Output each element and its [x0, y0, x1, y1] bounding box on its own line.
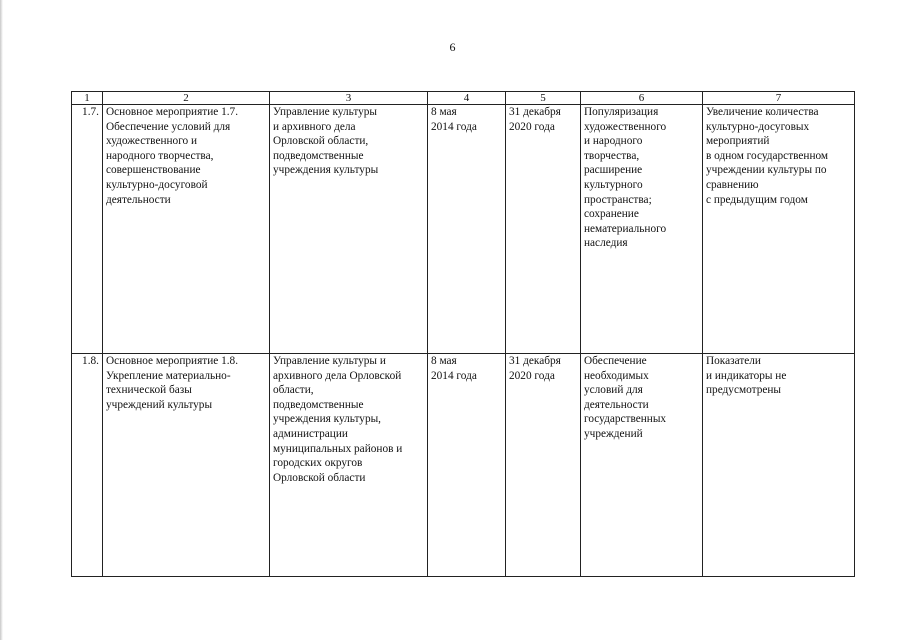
cell-text-line: совершенствование	[106, 164, 201, 177]
cell-text-line: и народного	[584, 135, 643, 148]
cell-text-line: с предыдущим годом	[706, 193, 808, 206]
cell-text-line: Показатели	[706, 355, 761, 367]
cell-text-line: народного творчества,	[106, 149, 214, 162]
cell-text-line: области,	[273, 384, 314, 397]
cell-text-line: государственных	[584, 413, 667, 426]
cell-text-line: Орловской области,	[273, 135, 369, 148]
cell-text-line: учреждений культуры	[106, 398, 213, 411]
cell-text-line: 31 декабря	[509, 106, 561, 118]
cell-text-line: технической базы	[106, 384, 192, 397]
row-number: 1.7.	[72, 105, 103, 354]
header-cell: 6	[581, 92, 703, 105]
cell-text-line: администрации	[273, 427, 348, 440]
cell-text-line: подведомственные	[273, 149, 364, 162]
result-cell	[581, 354, 703, 577]
cell-text-line: учреждения культуры	[273, 164, 379, 177]
cell-text-line: Основное мероприятие 1.8.	[106, 355, 239, 367]
cell-text-line: 2020 года	[509, 369, 555, 382]
executor-cell	[270, 354, 428, 577]
cell-text-line: мероприятий	[706, 135, 770, 148]
header-cell: 7	[703, 92, 855, 105]
indicator-cell	[703, 105, 855, 354]
cell-text-line: учреждения культуры,	[273, 413, 382, 426]
indicator-cell	[703, 354, 855, 577]
header-cell: 4	[428, 92, 506, 105]
cell-text-line: учреждении культуры по	[706, 164, 827, 177]
cell-text-line: Орловской области	[273, 471, 366, 484]
start-date-cell	[428, 354, 506, 577]
table-row	[72, 105, 855, 354]
event-cell	[103, 354, 270, 577]
cell-text-line: сохранение	[584, 208, 639, 221]
cell-text-line: подведомственные	[273, 398, 364, 411]
row-number: 1.8.	[72, 354, 103, 577]
cell-text-line: культурно-досуговых	[706, 120, 810, 133]
cell-text-line: наследия	[584, 237, 628, 250]
cell-text-line: творчества,	[584, 149, 640, 162]
cell-text-line: предусмотрены	[706, 384, 781, 397]
activities-table	[71, 91, 855, 577]
cell-text-line: Обеспечение условий для	[106, 120, 231, 133]
cell-text-line: архивного дела Орловской	[273, 369, 402, 382]
cell-text-line: сравнению	[706, 178, 759, 191]
cell-text-line: муниципальных районов и	[273, 442, 403, 455]
cell-text-line: 2014 года	[431, 369, 477, 382]
end-date-cell	[506, 105, 581, 354]
cell-text-line: 31 декабря	[509, 355, 561, 367]
header-cell: 2	[103, 92, 270, 105]
header-cell: 5	[506, 92, 581, 105]
cell-text-line: 2020 года	[509, 120, 555, 133]
cell-text-line: Укрепление материально-	[106, 369, 231, 382]
result-cell	[581, 105, 703, 354]
cell-text-line: в одном государственном	[706, 149, 829, 162]
executor-cell	[270, 105, 428, 354]
cell-text-line: 2014 года	[431, 120, 477, 133]
cell-text-line: культурно-досуговой	[106, 178, 208, 191]
cell-text-line: культурного	[584, 178, 643, 191]
cell-text-line: художественного и	[106, 135, 198, 148]
cell-text-line: учреждений	[584, 427, 643, 440]
cell-text-line: Управление культуры и	[273, 355, 386, 367]
start-date-cell	[428, 105, 506, 354]
cell-text-line: художественного	[584, 120, 667, 133]
table-row	[72, 354, 855, 577]
scan-edge	[0, 0, 3, 640]
cell-text-line: пространства;	[584, 193, 652, 206]
cell-text-line: расширение	[584, 164, 643, 177]
cell-text-line: и архивного дела	[273, 120, 356, 133]
cell-text-line: условий для	[584, 384, 643, 397]
cell-text-line: Управление культуры	[273, 106, 377, 118]
header-row	[72, 92, 855, 105]
end-date-cell	[506, 354, 581, 577]
cell-text-line: и индикаторы не	[706, 369, 787, 382]
event-cell	[103, 105, 270, 354]
cell-text-line: 8 мая	[431, 106, 457, 118]
cell-text-line: необходимых	[584, 369, 649, 382]
header-cell: 3	[270, 92, 428, 105]
header-cell: 1	[72, 92, 103, 105]
cell-text-line: деятельности	[106, 193, 171, 206]
cell-text-line: нематериального	[584, 222, 667, 235]
page-number: 6	[449, 40, 456, 54]
cell-text-line: городских округов	[273, 457, 363, 470]
cell-text-line: Основное мероприятие 1.7.	[106, 106, 239, 118]
cell-text-line: 8 мая	[431, 355, 457, 367]
cell-text-line: Популяризация	[584, 106, 659, 118]
cell-text-line: деятельности	[584, 398, 649, 411]
cell-text-line: Увеличение количества	[706, 106, 819, 118]
cell-text-line: Обеспечение	[584, 355, 647, 367]
